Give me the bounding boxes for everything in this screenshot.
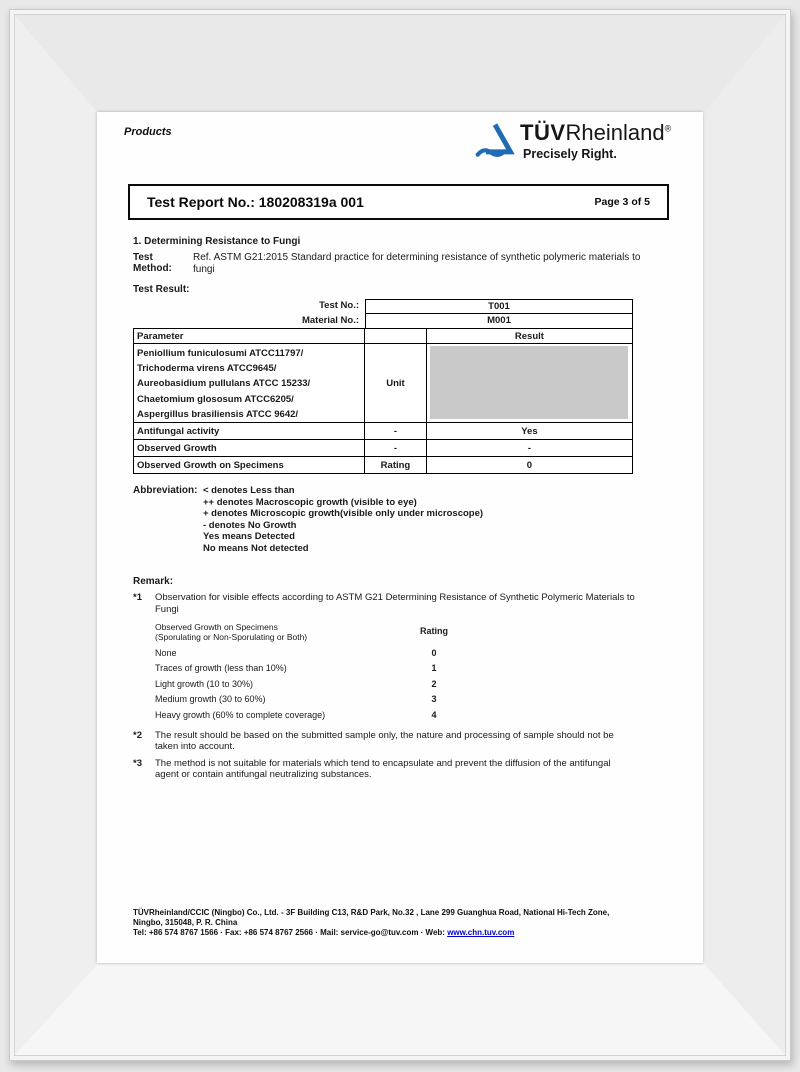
page-indicator: Page 3 of 5 <box>594 196 650 208</box>
rating-row <box>155 704 645 720</box>
report-page <box>97 112 703 963</box>
test-result-label: Test Result: <box>133 284 190 295</box>
material-no-label: Material No.: <box>301 315 359 326</box>
parameter-header-cell: Parameter <box>134 329 365 343</box>
rating-row <box>155 642 645 658</box>
table-row <box>134 440 632 457</box>
remark-marker: *3 <box>133 757 142 769</box>
rating-label: Medium growth (30 to 60%) <box>155 694 266 705</box>
test-method-text: Ref. ASTM G21:2015 Standard practice for determining resistance of synthetic polymeric materials to fungi <box>193 252 641 275</box>
organisms-result-cell <box>427 344 632 422</box>
unit-cell: - <box>365 423 427 439</box>
rating-value: 0 <box>431 647 437 658</box>
organism-line: Peniollium funiculosumi ATCC11797/ <box>137 348 304 359</box>
abbreviation-label: Abbreviation: <box>133 485 198 496</box>
rating-table-header <box>155 623 645 642</box>
organism-line: Aspergillus brasiliensis ATCC 9642/ <box>137 408 299 420</box>
organisms-row <box>134 344 632 423</box>
organism-line: Chaetomium glososum ATCC6205/ <box>137 393 294 405</box>
footer-address-line2: Ningbo, 315048, P. R. China <box>133 917 238 927</box>
rating-value: 1 <box>431 663 437 674</box>
report-number-box <box>128 184 669 220</box>
rating-label: None <box>155 647 177 658</box>
test-method-row <box>133 252 655 275</box>
result-header-cell: Result <box>514 330 544 342</box>
rating-row <box>155 673 645 689</box>
rating-label: Heavy growth (60% to complete coverage) <box>155 709 326 720</box>
rating-value: 4 <box>431 709 437 720</box>
table-row <box>134 423 632 440</box>
footer-contact-line <box>133 928 678 938</box>
abbreviation-line: No means Not detected <box>203 542 309 554</box>
remark-block <box>133 576 645 781</box>
abbreviation-line: < denotes Less than <box>203 485 295 496</box>
organism-line: Trichoderma virens ATCC9645/ <box>137 363 277 375</box>
remark-text: Observation for visible effects according to ASTM G21 Determining Resistance of Synthetic Polymeric Materials to Fungi <box>155 592 635 615</box>
rating-col1-header-line2: (Sporulating or Non-Sporulating or Both) <box>155 631 308 642</box>
rating-table <box>155 623 645 720</box>
remark-marker: *1 <box>133 592 142 603</box>
abbreviation-line: ++ denotes Macroscopic growth (visible to eye) <box>203 496 417 508</box>
footer-address-line1: TÜVRheinland/CCIC (Ningbo) Co., Ltd. - 3F Building C13, R&D Park, No.32 , Lane 299 Guanghua Road, National Hi-Tech Zone, <box>133 908 610 917</box>
parameter-cell: Antifungal activity <box>134 423 365 439</box>
unit-header-cell <box>365 329 427 343</box>
organism-line: Aureobasidium pullulans ATCC 15233/ <box>137 378 311 390</box>
result-table <box>133 299 633 474</box>
organisms-cell <box>134 344 365 422</box>
report-title: Test Report No.: 180208319a 001 <box>147 194 364 210</box>
remark-item <box>133 730 645 753</box>
brand-text <box>520 120 671 146</box>
products-label: Products <box>124 126 172 138</box>
redacted-result-box <box>430 346 628 419</box>
test-no-label: Test No.: <box>319 300 359 311</box>
abbreviation-block <box>133 485 483 555</box>
brand-text-rest: Rheinland <box>565 120 665 145</box>
abbreviation-lines <box>203 485 483 555</box>
brand-logo <box>475 118 685 168</box>
unit-cell: Rating <box>365 457 427 473</box>
rating-value: 3 <box>431 694 437 705</box>
material-no-row <box>133 314 633 329</box>
table-header-row <box>134 329 632 344</box>
remark-item <box>133 592 645 615</box>
test-method-label: Test Method: <box>133 252 172 274</box>
footer-contact-text: Tel: +86 574 8767 1566 · Fax: +86 574 8767 2566 · Mail: service-go@tuv.com · Web: <box>133 927 448 937</box>
table-row <box>134 457 632 473</box>
abbreviation-line: + denotes Microscopic growth(visible only under microscope) <box>203 508 484 520</box>
result-cell: 0 <box>526 459 533 471</box>
result-table-main <box>133 328 633 474</box>
parameter-cell: Observed Growth <box>134 440 365 456</box>
parameter-cell: Observed Growth on Specimens <box>134 457 365 473</box>
rating-label: Traces of growth (less than 10%) <box>155 663 287 674</box>
rating-col2-header: Rating <box>420 626 448 636</box>
remark-marker: *2 <box>133 729 142 741</box>
rating-col1-header <box>155 623 413 642</box>
material-no-value: M001 <box>365 313 633 329</box>
test-no-row <box>133 299 633 314</box>
remark-item <box>133 758 645 781</box>
test-no-value: T001 <box>365 299 633 314</box>
footer <box>133 908 678 937</box>
footer-web-link[interactable]: www.chn.tuv.com <box>447 927 515 937</box>
rating-value: 2 <box>431 678 437 689</box>
organisms-unit-cell: Unit <box>365 344 427 422</box>
registered-mark: ® <box>664 123 672 134</box>
remark-text: The method is not suitable for materials which tend to encapsulate and prevent the diffusion of the antifungal agent or contain antifungal neutralizing substances. <box>155 757 611 781</box>
result-cell: Yes <box>521 425 538 437</box>
abbreviation-line: - denotes No Growth <box>203 519 297 531</box>
tuv-triangle-icon <box>475 120 515 162</box>
abbreviation-line: Yes means Detected <box>203 531 295 543</box>
brand-tagline: Precisely Right. <box>523 147 617 161</box>
section-heading: 1. Determining Resistance to Fungi <box>133 236 301 247</box>
rating-row <box>155 658 645 674</box>
rating-col1-header-line1: Observed Growth on Specimens <box>155 622 278 632</box>
remark-text: The result should be based on the submitted sample only, the nature and processing of sample should not be taken into account. <box>155 729 614 753</box>
rating-label: Light growth (10 to 30%) <box>155 678 254 689</box>
result-cell: - <box>527 442 531 454</box>
rating-row <box>155 689 645 705</box>
remark-label: Remark: <box>133 576 174 587</box>
unit-cell: - <box>365 440 427 456</box>
brand-text-bold: TÜV <box>520 120 566 145</box>
